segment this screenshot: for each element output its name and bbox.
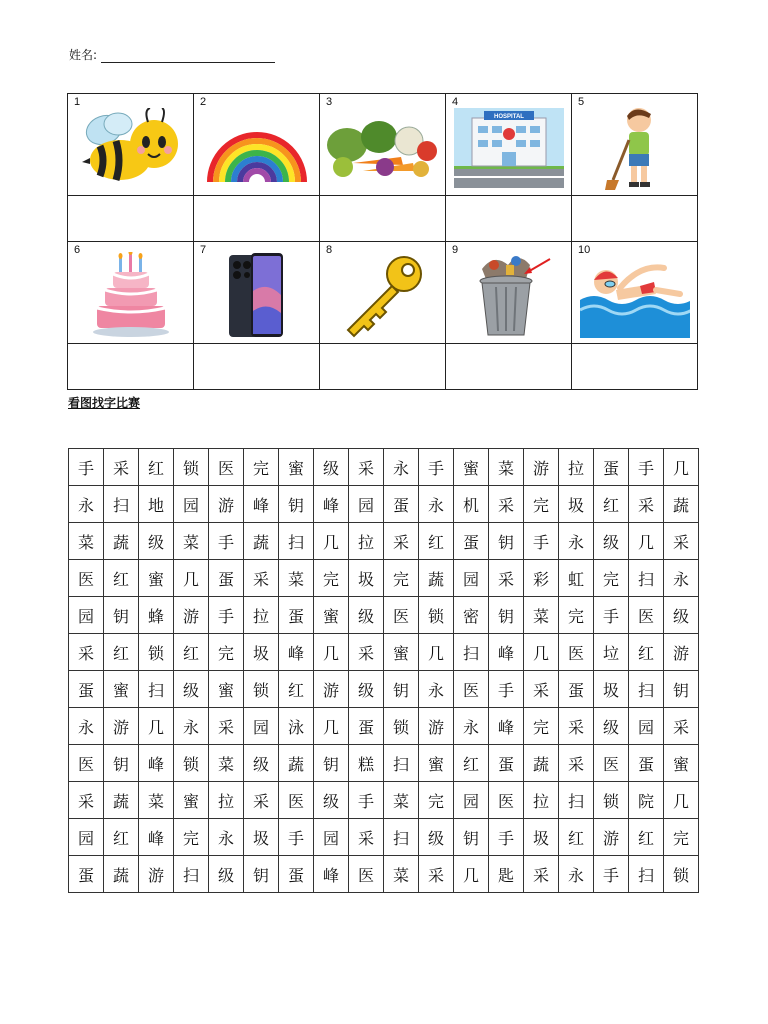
grid-cell[interactable]: 拉 <box>349 523 384 560</box>
grid-cell[interactable]: 园 <box>454 782 489 819</box>
grid-cell[interactable]: 几 <box>664 782 699 819</box>
answer-box[interactable] <box>68 196 194 242</box>
answer-box[interactable] <box>194 344 320 390</box>
picture-cell <box>572 242 698 344</box>
worksheet-title: 看图找字比赛 <box>68 396 141 410</box>
grid-cell[interactable]: 医 <box>384 597 419 634</box>
grid-cell[interactable]: 蜜 <box>104 671 139 708</box>
grid-cell[interactable]: 蔬 <box>104 782 139 819</box>
grid-cell[interactable]: 蔬 <box>419 560 454 597</box>
grid-cell[interactable]: 几 <box>139 708 174 745</box>
grid-cell[interactable]: 峰 <box>139 745 174 782</box>
grid-cell[interactable]: 游 <box>314 671 349 708</box>
picture-cell <box>194 242 320 344</box>
grid-cell[interactable]: 几 <box>629 523 664 560</box>
grid-row <box>69 560 699 597</box>
picture-table <box>67 93 698 390</box>
grid-cell[interactable]: 完 <box>314 560 349 597</box>
picture-number: 3 <box>326 96 333 108</box>
grid-cell[interactable]: 级 <box>209 856 244 893</box>
grid-cell[interactable]: 园 <box>244 708 279 745</box>
grid-cell[interactable]: 采 <box>349 634 384 671</box>
grid-cell[interactable]: 手 <box>594 856 629 893</box>
grid-cell[interactable]: 采 <box>524 856 559 893</box>
grid-row <box>69 708 699 745</box>
grid-cell[interactable]: 院 <box>629 782 664 819</box>
grid-cell[interactable]: 扫 <box>629 856 664 893</box>
hospital-icon <box>446 102 571 193</box>
grid-row <box>69 745 699 782</box>
grid-cell[interactable]: 级 <box>314 449 349 486</box>
grid-cell[interactable]: 几 <box>454 856 489 893</box>
grid-cell[interactable]: 峰 <box>139 819 174 856</box>
grid-cell[interactable]: 峰 <box>314 856 349 893</box>
picture-number: 1 <box>74 96 81 108</box>
grid-cell[interactable]: 蛋 <box>69 671 104 708</box>
grid-cell[interactable]: 采 <box>244 782 279 819</box>
grid-cell[interactable]: 永 <box>69 708 104 745</box>
grid-cell[interactable]: 密 <box>454 597 489 634</box>
grid-cell[interactable]: 采 <box>69 782 104 819</box>
grid-cell[interactable]: 级 <box>174 671 209 708</box>
grid-cell[interactable]: 钥 <box>104 745 139 782</box>
grid-cell[interactable]: 采 <box>244 560 279 597</box>
grid-cell[interactable]: 菜 <box>139 782 174 819</box>
grid-row <box>69 819 699 856</box>
answer-row <box>68 196 698 242</box>
grid-cell[interactable]: 扫 <box>174 856 209 893</box>
trash-can-icon <box>446 250 571 341</box>
key-icon <box>320 250 445 341</box>
picture-number: 4 <box>452 96 459 108</box>
grid-cell[interactable]: 医 <box>594 745 629 782</box>
grid-cell[interactable]: 手 <box>69 449 104 486</box>
grid-cell[interactable]: 永 <box>559 523 594 560</box>
grid-cell[interactable]: 采 <box>104 449 139 486</box>
grid-cell[interactable]: 医 <box>454 671 489 708</box>
grid-cell[interactable]: 级 <box>349 671 384 708</box>
vegetables-icon <box>320 102 445 193</box>
grid-cell[interactable]: 几 <box>314 523 349 560</box>
picture-cell <box>572 94 698 196</box>
picture-number: 7 <box>200 244 207 256</box>
grid-cell[interactable]: 蛋 <box>629 745 664 782</box>
grid-cell[interactable]: 采 <box>349 449 384 486</box>
grid-cell[interactable]: 蜜 <box>419 745 454 782</box>
grid-cell[interactable]: 锁 <box>419 597 454 634</box>
answer-box[interactable] <box>446 344 572 390</box>
grid-cell[interactable]: 园 <box>69 819 104 856</box>
grid-cell[interactable]: 峰 <box>489 634 524 671</box>
answer-box[interactable] <box>572 196 698 242</box>
grid-cell[interactable]: 几 <box>419 634 454 671</box>
grid-cell[interactable]: 手 <box>209 597 244 634</box>
grid-cell[interactable]: 采 <box>489 486 524 523</box>
grid-cell[interactable]: 蜜 <box>279 449 314 486</box>
grid-cell[interactable]: 级 <box>419 819 454 856</box>
grid-cell[interactable]: 锁 <box>139 634 174 671</box>
grid-cell[interactable]: 菜 <box>279 560 314 597</box>
grid-cell[interactable]: 红 <box>104 819 139 856</box>
grid-cell[interactable]: 蛋 <box>559 671 594 708</box>
grid-cell[interactable]: 采 <box>664 708 699 745</box>
grid-cell[interactable]: 完 <box>559 597 594 634</box>
grid-cell[interactable]: 手 <box>524 523 559 560</box>
picture-number: 6 <box>74 244 81 256</box>
picture-cell <box>320 94 446 196</box>
grid-cell[interactable]: 钥 <box>279 486 314 523</box>
grid-cell[interactable]: 锁 <box>174 449 209 486</box>
grid-cell[interactable]: 蛋 <box>349 708 384 745</box>
character-grid <box>68 448 699 893</box>
grid-cell[interactable]: 蔬 <box>279 745 314 782</box>
grid-cell[interactable]: 完 <box>594 560 629 597</box>
grid-cell[interactable]: 完 <box>664 819 699 856</box>
grid-cell[interactable]: 蜜 <box>139 560 174 597</box>
grid-cell[interactable]: 游 <box>594 819 629 856</box>
grid-row <box>69 634 699 671</box>
grid-cell[interactable]: 蜜 <box>314 597 349 634</box>
swimmer-icon <box>572 250 697 341</box>
grid-cell[interactable]: 采 <box>524 671 559 708</box>
grid-cell[interactable]: 采 <box>69 634 104 671</box>
grid-cell[interactable]: 游 <box>664 634 699 671</box>
grid-cell[interactable]: 医 <box>69 745 104 782</box>
picture-cell <box>68 94 194 196</box>
grid-cell[interactable]: 圾 <box>349 560 384 597</box>
grid-cell[interactable]: 蜂 <box>139 597 174 634</box>
hospital-sign: HOSPITAL <box>493 113 524 120</box>
grid-cell[interactable]: 蜜 <box>664 745 699 782</box>
grid-cell[interactable]: 蜜 <box>454 449 489 486</box>
grid-cell[interactable]: 红 <box>104 634 139 671</box>
grid-cell[interactable]: 完 <box>174 819 209 856</box>
grid-cell[interactable]: 手 <box>629 449 664 486</box>
grid-cell[interactable]: 永 <box>664 560 699 597</box>
grid-cell[interactable]: 蛋 <box>489 745 524 782</box>
grid-cell[interactable]: 蔬 <box>524 745 559 782</box>
grid-cell[interactable]: 锁 <box>174 745 209 782</box>
grid-cell[interactable]: 红 <box>594 486 629 523</box>
grid-cell[interactable]: 永 <box>209 819 244 856</box>
grid-cell[interactable]: 峰 <box>489 708 524 745</box>
grid-cell[interactable]: 级 <box>594 523 629 560</box>
answer-box[interactable] <box>320 344 446 390</box>
grid-cell[interactable]: 采 <box>559 745 594 782</box>
grid-cell[interactable]: 采 <box>664 523 699 560</box>
grid-cell[interactable]: 蛋 <box>279 597 314 634</box>
grid-cell[interactable]: 园 <box>454 560 489 597</box>
grid-cell[interactable]: 菜 <box>69 523 104 560</box>
grid-cell[interactable]: 蛋 <box>384 486 419 523</box>
name-label: 姓名: <box>69 48 98 62</box>
picture-cell <box>446 94 572 196</box>
picture-cell <box>320 242 446 344</box>
grid-cell[interactable]: 永 <box>174 708 209 745</box>
grid-cell[interactable]: 扫 <box>104 486 139 523</box>
name-field <box>69 46 275 63</box>
bee-icon <box>68 102 193 193</box>
grid-cell[interactable]: 游 <box>524 449 559 486</box>
answer-box[interactable] <box>320 196 446 242</box>
picture-number: 10 <box>578 244 591 256</box>
grid-cell[interactable]: 钥 <box>454 819 489 856</box>
grid-cell[interactable]: 完 <box>419 782 454 819</box>
grid-cell[interactable]: 医 <box>489 782 524 819</box>
grid-cell[interactable]: 圾 <box>244 634 279 671</box>
answer-box[interactable] <box>446 196 572 242</box>
grid-row <box>69 523 699 560</box>
grid-cell[interactable]: 蛋 <box>454 523 489 560</box>
grid-row <box>69 856 699 893</box>
grid-cell[interactable]: 医 <box>279 782 314 819</box>
grid-cell[interactable]: 园 <box>629 708 664 745</box>
grid-cell[interactable]: 完 <box>524 486 559 523</box>
grid-cell[interactable]: 红 <box>139 449 174 486</box>
grid-cell[interactable]: 钥 <box>314 745 349 782</box>
grid-cell[interactable]: 蜜 <box>174 782 209 819</box>
grid-cell[interactable]: 糕 <box>349 745 384 782</box>
grid-cell[interactable]: 钥 <box>489 597 524 634</box>
grid-cell[interactable]: 永 <box>419 486 454 523</box>
grid-cell[interactable]: 钥 <box>489 523 524 560</box>
grid-cell[interactable]: 手 <box>489 671 524 708</box>
grid-cell[interactable]: 红 <box>629 819 664 856</box>
grid-cell[interactable]: 手 <box>489 819 524 856</box>
grid-cell[interactable]: 采 <box>384 523 419 560</box>
grid-cell[interactable]: 永 <box>384 449 419 486</box>
grid-cell[interactable]: 采 <box>629 486 664 523</box>
grid-cell[interactable]: 医 <box>209 449 244 486</box>
grid-row <box>69 671 699 708</box>
grid-cell[interactable]: 级 <box>349 597 384 634</box>
grid-cell[interactable]: 扫 <box>559 782 594 819</box>
grid-cell[interactable]: 园 <box>349 486 384 523</box>
grid-cell[interactable]: 圾 <box>524 819 559 856</box>
grid-cell[interactable]: 级 <box>314 782 349 819</box>
grid-cell[interactable]: 永 <box>454 708 489 745</box>
grid-cell[interactable]: 红 <box>279 671 314 708</box>
grid-cell[interactable]: 机 <box>454 486 489 523</box>
grid-cell[interactable]: 垃 <box>594 634 629 671</box>
answer-box[interactable] <box>572 344 698 390</box>
grid-cell[interactable]: 扫 <box>629 560 664 597</box>
grid-cell[interactable]: 手 <box>279 819 314 856</box>
grid-cell[interactable]: 手 <box>349 782 384 819</box>
grid-cell[interactable]: 菜 <box>209 745 244 782</box>
grid-cell[interactable]: 永 <box>419 671 454 708</box>
grid-cell[interactable]: 圾 <box>594 671 629 708</box>
grid-cell[interactable]: 泳 <box>279 708 314 745</box>
grid-cell[interactable]: 匙 <box>489 856 524 893</box>
grid-cell[interactable]: 钥 <box>384 671 419 708</box>
grid-cell[interactable]: 红 <box>174 634 209 671</box>
grid-cell[interactable]: 园 <box>314 819 349 856</box>
grid-cell[interactable]: 几 <box>314 634 349 671</box>
grid-cell[interactable]: 锁 <box>594 782 629 819</box>
grid-cell[interactable]: 虹 <box>559 560 594 597</box>
name-blank[interactable] <box>101 48 275 63</box>
grid-cell[interactable]: 蔬 <box>104 523 139 560</box>
picture-number: 9 <box>452 244 459 256</box>
grid-cell[interactable]: 扫 <box>384 819 419 856</box>
grid-cell[interactable]: 拉 <box>209 782 244 819</box>
picture-row <box>68 94 698 196</box>
grid-cell[interactable]: 游 <box>174 597 209 634</box>
grid-cell[interactable]: 级 <box>139 523 174 560</box>
grid-cell[interactable]: 圾 <box>244 819 279 856</box>
grid-cell[interactable]: 红 <box>454 745 489 782</box>
grid-cell[interactable]: 锁 <box>384 708 419 745</box>
grid-cell[interactable]: 蜜 <box>384 634 419 671</box>
grid-cell[interactable]: 圾 <box>559 486 594 523</box>
grid-cell[interactable]: 采 <box>559 708 594 745</box>
grid-cell[interactable]: 手 <box>419 449 454 486</box>
grid-cell[interactable]: 彩 <box>524 560 559 597</box>
picture-number: 5 <box>578 96 585 108</box>
picture-number: 8 <box>326 244 333 256</box>
grid-cell[interactable]: 钥 <box>244 856 279 893</box>
grid-cell[interactable]: 采 <box>419 856 454 893</box>
grid-cell[interactable]: 蔬 <box>244 523 279 560</box>
grid-cell[interactable]: 钥 <box>664 671 699 708</box>
grid-cell[interactable]: 拉 <box>524 782 559 819</box>
grid-cell[interactable]: 医 <box>559 634 594 671</box>
grid-cell[interactable]: 峰 <box>279 634 314 671</box>
grid-cell[interactable]: 钥 <box>104 597 139 634</box>
grid-cell[interactable]: 几 <box>524 634 559 671</box>
grid-cell[interactable]: 游 <box>139 856 174 893</box>
phone-icon <box>194 250 319 341</box>
grid-cell[interactable]: 红 <box>419 523 454 560</box>
grid-cell[interactable]: 手 <box>209 523 244 560</box>
grid-row <box>69 597 699 634</box>
grid-row <box>69 486 699 523</box>
grid-cell[interactable]: 红 <box>559 819 594 856</box>
grid-cell[interactable]: 地 <box>139 486 174 523</box>
grid-cell[interactable]: 红 <box>104 560 139 597</box>
grid-cell[interactable]: 扫 <box>384 745 419 782</box>
grid-cell[interactable]: 拉 <box>559 449 594 486</box>
grid-cell[interactable]: 完 <box>384 560 419 597</box>
grid-cell[interactable]: 扫 <box>279 523 314 560</box>
grid-cell[interactable]: 几 <box>664 449 699 486</box>
picture-row <box>68 242 698 344</box>
grid-cell[interactable]: 蛋 <box>279 856 314 893</box>
grid-cell[interactable]: 游 <box>209 486 244 523</box>
cake-icon <box>68 250 193 341</box>
answer-box[interactable] <box>194 196 320 242</box>
grid-cell[interactable]: 锁 <box>664 856 699 893</box>
grid-cell[interactable]: 扫 <box>454 634 489 671</box>
grid-cell[interactable]: 蛋 <box>209 560 244 597</box>
grid-row <box>69 449 699 486</box>
picture-number: 2 <box>200 96 207 108</box>
grid-cell[interactable]: 采 <box>209 708 244 745</box>
grid-cell[interactable]: 园 <box>174 486 209 523</box>
grid-cell[interactable]: 几 <box>314 708 349 745</box>
grid-cell[interactable]: 红 <box>629 634 664 671</box>
grid-cell[interactable]: 永 <box>69 486 104 523</box>
rainbow-icon <box>194 102 319 193</box>
picture-cell <box>194 94 320 196</box>
grid-cell[interactable]: 蜜 <box>209 671 244 708</box>
grid-cell[interactable]: 蛋 <box>594 449 629 486</box>
grid-cell[interactable]: 拉 <box>244 597 279 634</box>
picture-cell <box>446 242 572 344</box>
grid-cell[interactable]: 医 <box>349 856 384 893</box>
answer-box[interactable] <box>68 344 194 390</box>
grid-cell[interactable]: 医 <box>69 560 104 597</box>
grid-cell[interactable]: 手 <box>594 597 629 634</box>
grid-cell[interactable]: 扫 <box>139 671 174 708</box>
grid-cell[interactable]: 级 <box>244 745 279 782</box>
grid-cell[interactable]: 游 <box>104 708 139 745</box>
grid-cell[interactable]: 医 <box>629 597 664 634</box>
grid-cell[interactable]: 级 <box>594 708 629 745</box>
grid-cell[interactable]: 采 <box>349 819 384 856</box>
sweeping-boy-icon <box>572 102 697 193</box>
grid-cell[interactable]: 永 <box>559 856 594 893</box>
grid-cell[interactable]: 菜 <box>524 597 559 634</box>
grid-cell[interactable]: 级 <box>664 597 699 634</box>
picture-cell <box>68 242 194 344</box>
grid-cell[interactable]: 峰 <box>244 486 279 523</box>
grid-cell[interactable]: 采 <box>489 560 524 597</box>
grid-cell[interactable]: 菜 <box>384 782 419 819</box>
grid-cell[interactable]: 峰 <box>314 486 349 523</box>
grid-cell[interactable]: 完 <box>524 708 559 745</box>
grid-cell[interactable]: 锁 <box>244 671 279 708</box>
grid-cell[interactable]: 游 <box>419 708 454 745</box>
answer-row <box>68 344 698 390</box>
grid-cell[interactable]: 蔬 <box>104 856 139 893</box>
grid-cell[interactable]: 蛋 <box>69 856 104 893</box>
grid-cell[interactable]: 扫 <box>629 671 664 708</box>
grid-cell[interactable]: 完 <box>244 449 279 486</box>
grid-cell[interactable]: 几 <box>174 560 209 597</box>
grid-cell[interactable]: 菜 <box>174 523 209 560</box>
grid-cell[interactable]: 园 <box>69 597 104 634</box>
grid-cell[interactable]: 完 <box>209 634 244 671</box>
grid-cell[interactable]: 菜 <box>489 449 524 486</box>
grid-cell[interactable]: 菜 <box>384 856 419 893</box>
grid-cell[interactable]: 蔬 <box>664 486 699 523</box>
grid-row <box>69 782 699 819</box>
